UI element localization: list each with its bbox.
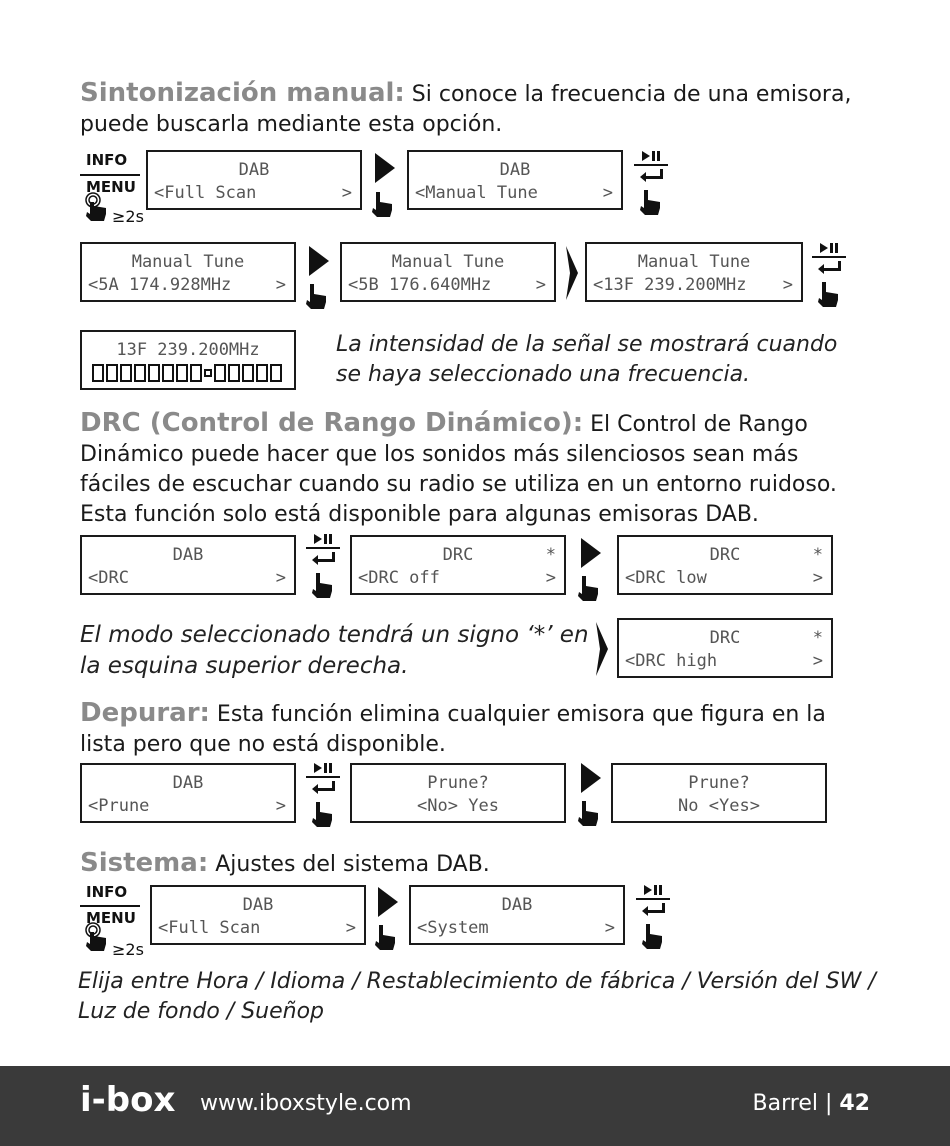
system-note: Elija entre Hora / Idioma / Restablecimiento de fábrica / Versión del SW / Luz de fondo / Sueñop <box>78 969 876 1024</box>
lcd-line2: <DRC high <box>625 651 718 671</box>
page-number <box>753 1091 870 1116</box>
drc-paragraph <box>80 408 875 530</box>
play-pause-enter-icon <box>634 882 674 952</box>
lcd-line2: <DRC off <box>358 568 440 588</box>
product-name: Barrel | <box>752 1091 840 1116</box>
lcd-arrow: > <box>604 918 615 938</box>
play-pause-enter-icon <box>304 760 344 830</box>
lcd-line2: <No> Yes <box>417 796 499 816</box>
prune-paragraph <box>80 698 870 760</box>
lcd-line2: <System <box>417 918 489 938</box>
lcd-line1: Prune? <box>427 773 489 793</box>
lcd-arrow: > <box>275 796 286 816</box>
lcd-system-full-scan <box>150 885 366 945</box>
lcd-line2: <Prune <box>88 796 150 816</box>
next-arrow-icon <box>375 153 395 183</box>
lcd-selected-marker: * <box>812 545 823 565</box>
tap-hand-icon <box>574 572 604 602</box>
lcd-line2: <5A 174.928MHz <box>88 275 232 295</box>
tap-hand-icon <box>368 188 398 218</box>
website-url: www.iboxstyle.com <box>200 1091 412 1116</box>
lcd-prune-yes <box>611 763 827 823</box>
lcd-freq-5b <box>340 242 556 302</box>
system-text: Ajustes del sistema DAB. <box>208 852 490 877</box>
lcd-arrow: > <box>782 275 793 295</box>
menu-button-label: MENU <box>86 178 136 196</box>
lcd-line2: <DRC low <box>625 568 707 588</box>
signal-note: La intensidad de la señal se mostrará cuando se haya seleccionado una frecuencia. <box>336 332 838 387</box>
lcd-drc-off <box>350 535 566 595</box>
tap-hand-icon <box>371 921 401 951</box>
next-arrow-icon <box>309 246 329 276</box>
page-number-value: 42 <box>839 1091 870 1116</box>
lcd-freq-5a <box>80 242 296 302</box>
lcd-system <box>409 885 625 945</box>
lcd-line1: DAB <box>499 160 531 180</box>
lcd-line2: <13F 239.200MHz <box>593 275 747 295</box>
lcd-line1: DAB <box>238 160 270 180</box>
prune-heading: Depurar: <box>80 698 210 728</box>
lcd-line1: DAB <box>172 545 204 565</box>
drc-heading: DRC (Control de Rango Dinámico): <box>80 408 584 438</box>
lcd-prune-menu <box>80 763 296 823</box>
lcd-line2: <DRC <box>88 568 129 588</box>
lcd-arrow: > <box>275 275 286 295</box>
lcd-arrow: > <box>545 568 556 588</box>
lcd-arrow: > <box>345 918 356 938</box>
info-button-label: INFO <box>86 151 128 169</box>
lcd-drc-menu <box>80 535 296 595</box>
menu-button-label: MENU <box>86 909 136 927</box>
manual-tune-heading: Sintonización manual: <box>80 78 405 108</box>
lcd-line1: DAB <box>501 895 533 915</box>
lcd-selected-marker: * <box>812 628 823 648</box>
lcd-line1: Manual Tune <box>131 252 245 272</box>
lcd-arrow: > <box>341 183 352 203</box>
system-heading: Sistema: <box>80 848 209 878</box>
scroll-bracket-icon <box>566 246 578 300</box>
button-divider <box>80 905 140 907</box>
lcd-line2: No <Yes> <box>678 796 760 816</box>
lcd-line1: DRC <box>709 628 741 648</box>
lcd-line1: Manual Tune <box>637 252 751 272</box>
next-arrow-icon <box>581 763 601 793</box>
info-button-label: INFO <box>86 883 128 901</box>
lcd-line1: DAB <box>242 895 274 915</box>
lcd-arrow: > <box>602 183 613 203</box>
prune-text: Esta función elimina cualquier emisora que figura en la lista pero que no está disponible. <box>80 702 826 757</box>
hold-duration-label: ≥2s <box>112 207 144 226</box>
signal-strength-bars <box>92 364 282 382</box>
lcd-line2: <Manual Tune <box>415 183 538 203</box>
lcd-line1: 13F 239.200MHz <box>116 340 260 360</box>
play-pause-enter-icon <box>810 240 850 310</box>
lcd-arrow: > <box>535 275 546 295</box>
button-divider <box>80 174 140 176</box>
lcd-drc-high <box>617 618 833 678</box>
lcd-line1: DAB <box>172 773 204 793</box>
hold-duration-label: ≥2s <box>112 940 144 959</box>
next-arrow-icon <box>581 538 601 568</box>
lcd-prune-no <box>350 763 566 823</box>
lcd-line2: <5B 176.640MHz <box>348 275 492 295</box>
brand-logo: i-box <box>80 1080 176 1120</box>
lcd-line1: Manual Tune <box>391 252 505 272</box>
tap-hand-icon <box>302 280 332 310</box>
lcd-freq-13f <box>585 242 803 302</box>
manual-tune-paragraph <box>80 78 880 140</box>
press-hold-hand-icon <box>82 922 112 952</box>
lcd-drc-low <box>617 535 833 595</box>
lcd-full-scan <box>146 150 362 210</box>
lcd-line2: <Full Scan <box>154 183 257 203</box>
press-hold-hand-icon <box>82 192 112 222</box>
lcd-manual-tune <box>407 150 623 210</box>
lcd-line2: <Full Scan <box>158 918 261 938</box>
lcd-signal-strength <box>80 330 296 390</box>
system-paragraph <box>80 848 880 880</box>
manual-tune-text: Si conoce la frecuencia de una emisora, puede buscarla mediante esta opción. <box>80 82 852 137</box>
play-pause-enter-icon <box>304 531 344 601</box>
lcd-line1: DRC <box>709 545 741 565</box>
page-footer <box>0 1066 950 1146</box>
drc-text: El Control de Rango Dinámico puede hacer que los sonidos más silenciosos sean más fáciles de escuchar cuando su radio se utiliza en un entorno ruidoso. Esta función solo está disponible para algunas emisoras DAB. <box>80 412 837 527</box>
scroll-bracket-icon <box>596 622 608 676</box>
tap-hand-icon <box>574 797 604 827</box>
lcd-line1: Prune? <box>688 773 750 793</box>
lcd-arrow: > <box>812 651 823 671</box>
drc-note: El modo seleccionado tendrá un signo ‘*’ en la esquina superior derecha. <box>80 622 589 679</box>
lcd-arrow: > <box>812 568 823 588</box>
lcd-line1: DRC <box>442 545 474 565</box>
lcd-selected-marker: * <box>545 545 556 565</box>
next-arrow-icon <box>378 887 398 917</box>
play-pause-enter-icon <box>632 148 672 218</box>
lcd-arrow: > <box>275 568 286 588</box>
